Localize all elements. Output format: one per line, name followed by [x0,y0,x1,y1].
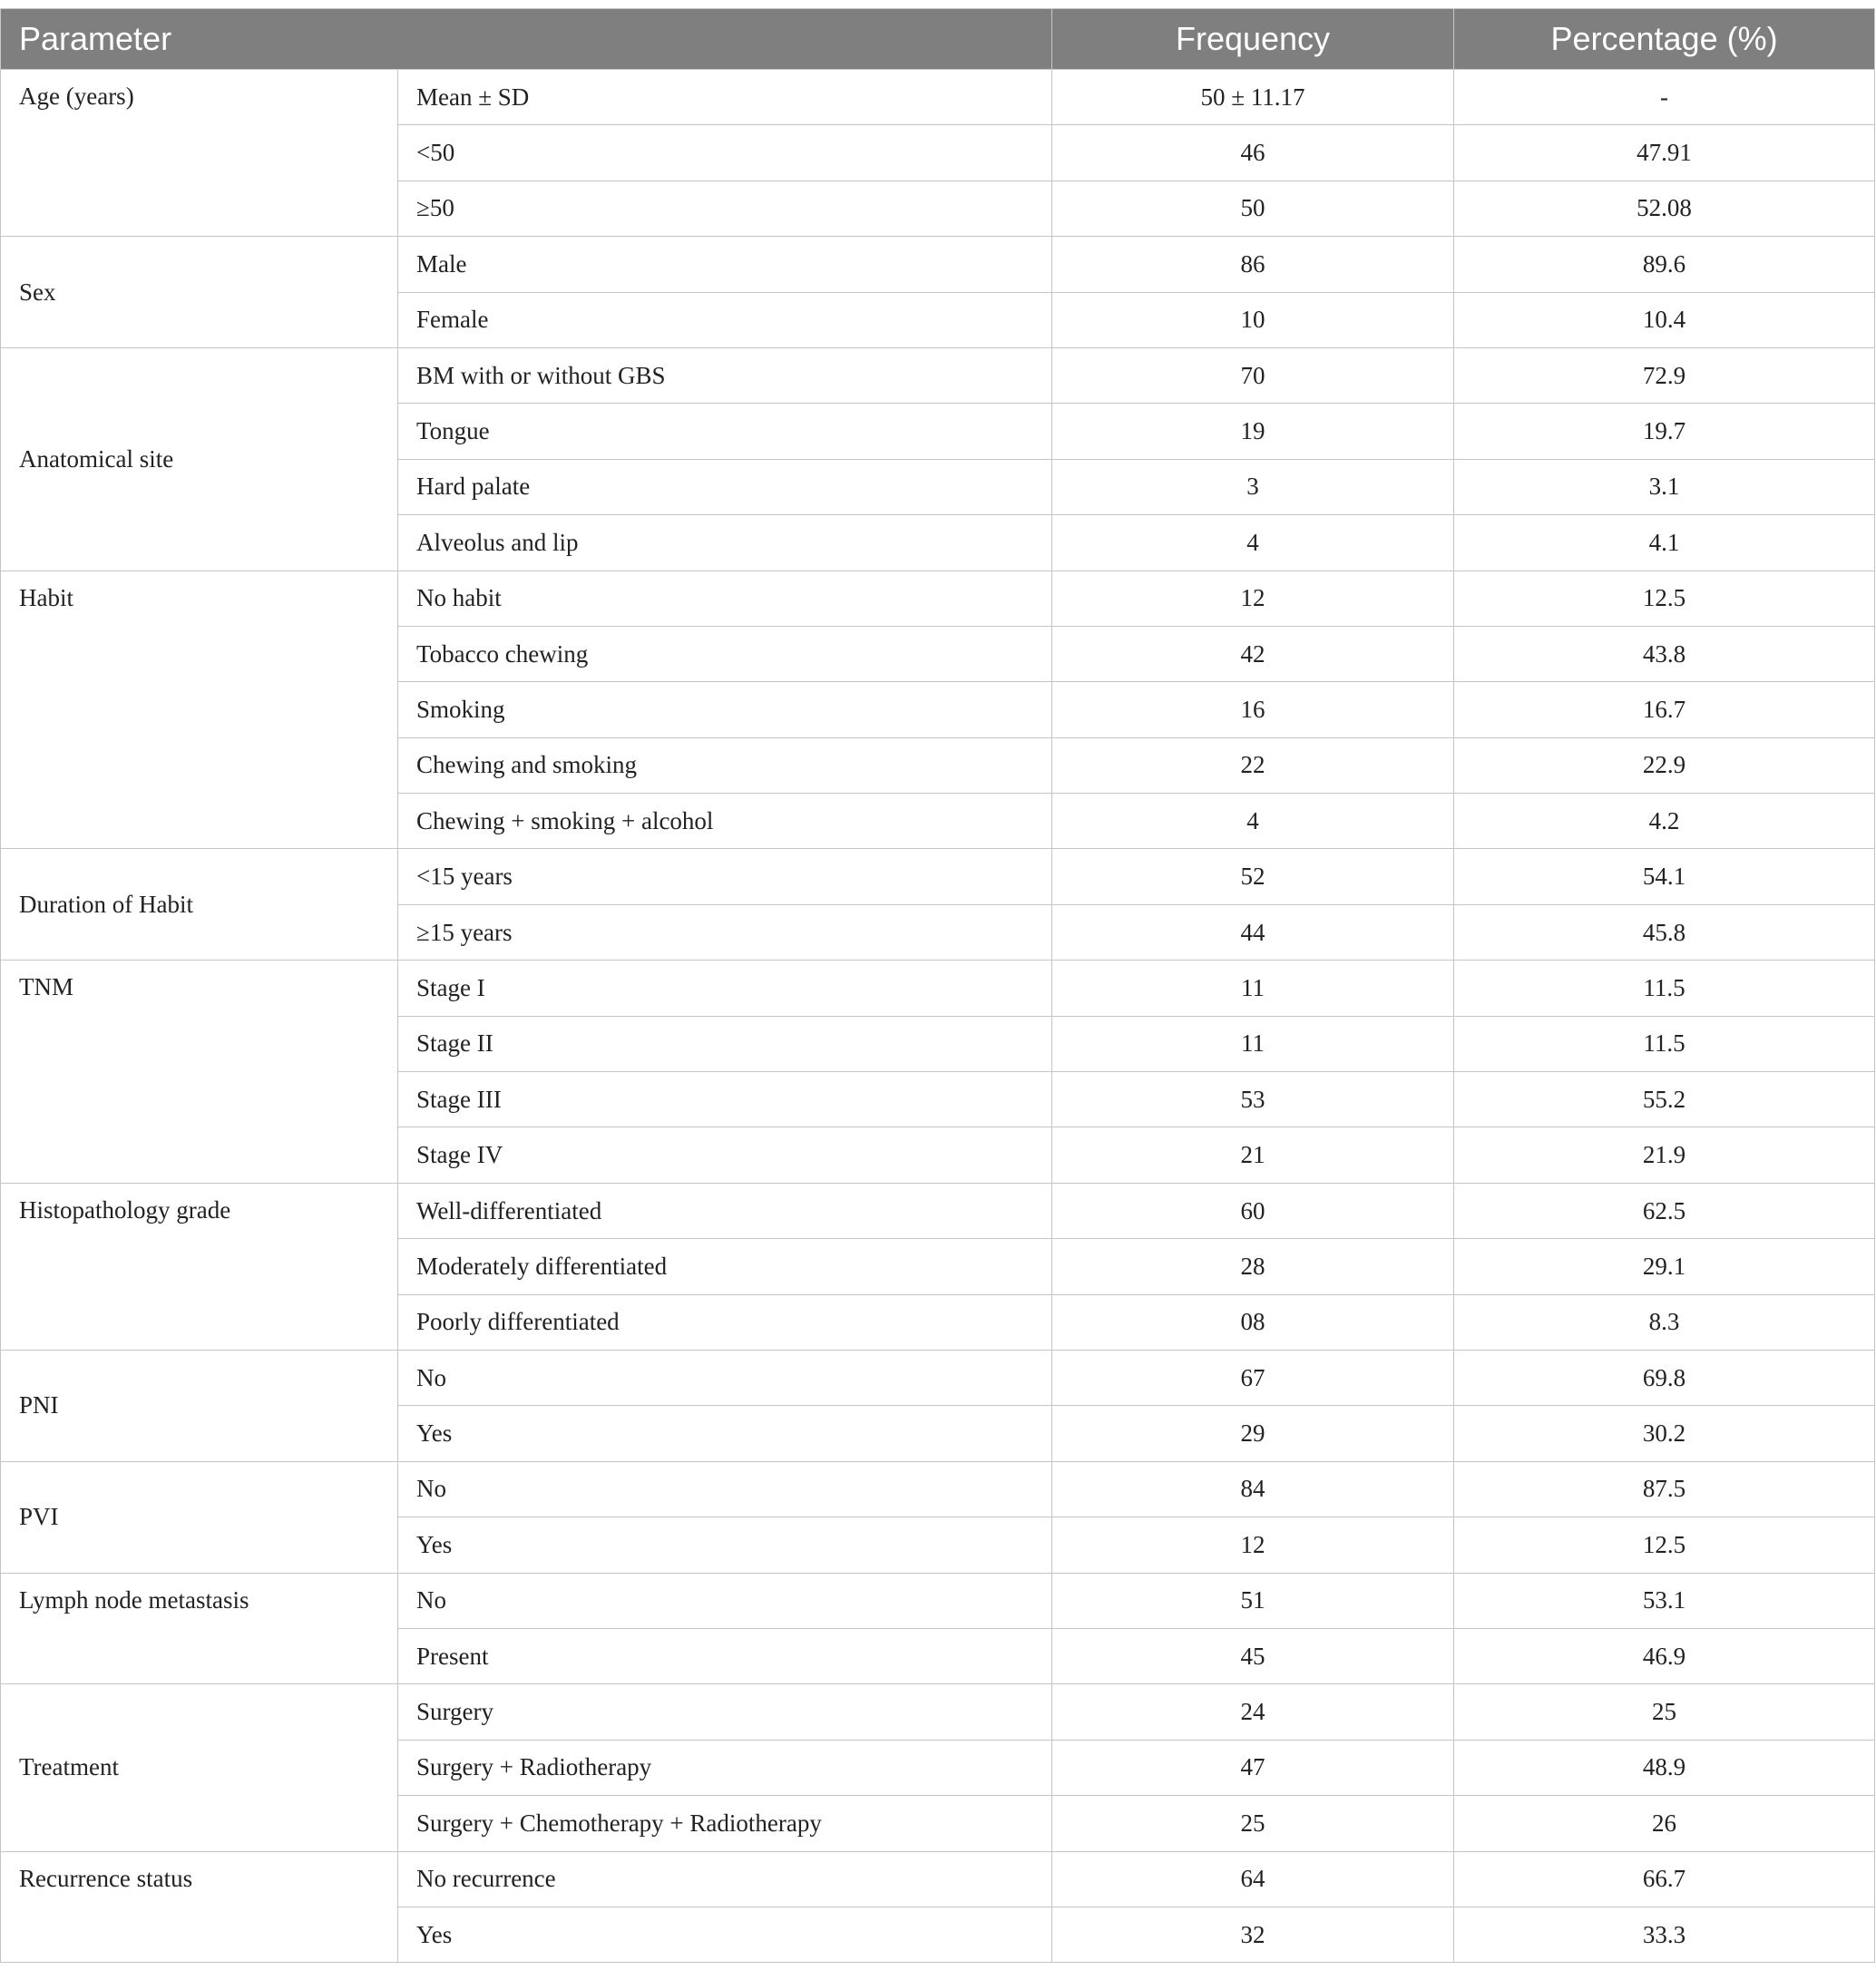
frequency-cell: 67 [1052,1350,1454,1405]
percentage-cell: 12.5 [1454,571,1875,626]
group-label: TNM [1,961,398,1184]
percentage-cell: 62.5 [1454,1183,1875,1238]
subgroup-cell: Surgery [398,1684,1052,1740]
percentage-cell: 11.5 [1454,1016,1875,1071]
table-row [1,347,1875,403]
frequency-cell: 86 [1052,237,1454,292]
percentage-cell: 3.1 [1454,459,1875,514]
subgroup-cell: No [398,1461,1052,1517]
frequency-cell: 3 [1052,459,1454,514]
header-parameter: Parameter [1,9,1052,70]
percentage-cell: 53.1 [1454,1573,1875,1628]
frequency-cell: 50 ± 11.17 [1052,70,1454,125]
percentage-cell: 11.5 [1454,961,1875,1016]
table-row [1,1461,1875,1517]
frequency-cell: 84 [1052,1461,1454,1517]
group-label: Treatment [1,1684,398,1851]
frequency-cell: 10 [1052,292,1454,347]
subgroup-cell: Surgery + Radiotherapy [398,1740,1052,1795]
group-label: Recurrence status [1,1851,398,1963]
header-row [1,9,1875,70]
subgroup-cell: ≥15 years [398,904,1052,960]
frequency-cell: 16 [1052,682,1454,737]
group-label: Histopathology grade [1,1183,398,1350]
percentage-cell: 4.1 [1454,515,1875,571]
subgroup-cell: ≥50 [398,180,1052,236]
percentage-cell: 69.8 [1454,1350,1875,1405]
group-label: Sex [1,237,398,348]
percentage-cell: 19.7 [1454,404,1875,459]
frequency-cell: 25 [1052,1796,1454,1851]
group-label: Lymph node metastasis [1,1573,398,1684]
subgroup-cell: No habit [398,571,1052,626]
subgroup-cell: Present [398,1628,1052,1683]
subgroup-cell: Tobacco chewing [398,626,1052,681]
percentage-cell: 12.5 [1454,1517,1875,1573]
frequency-cell: 64 [1052,1851,1454,1907]
percentage-cell: 21.9 [1454,1127,1875,1183]
subgroup-cell: <50 [398,125,1052,180]
subgroup-cell: Stage II [398,1016,1052,1071]
percentage-cell: 30.2 [1454,1406,1875,1461]
subgroup-cell: Stage I [398,961,1052,1016]
frequency-cell: 47 [1052,1740,1454,1795]
frequency-cell: 08 [1052,1294,1454,1350]
subgroup-cell: Stage III [398,1072,1052,1127]
subgroup-cell: No [398,1573,1052,1628]
percentage-cell: 10.4 [1454,292,1875,347]
percentage-cell: 43.8 [1454,626,1875,681]
percentage-cell: 4.2 [1454,794,1875,849]
group-label: Habit [1,571,398,849]
table-row [1,1684,1875,1740]
frequency-cell: 42 [1052,626,1454,681]
subgroup-cell: Moderately differentiated [398,1239,1052,1294]
group-label: Anatomical site [1,347,398,571]
subgroup-cell: Smoking [398,682,1052,737]
subgroup-cell: BM with or without GBS [398,347,1052,403]
subgroup-cell: Well-differentiated [398,1183,1052,1238]
subgroup-cell: Poorly differentiated [398,1294,1052,1350]
percentage-cell: - [1454,70,1875,125]
percentage-cell: 22.9 [1454,737,1875,793]
subgroup-cell: No [398,1350,1052,1405]
frequency-cell: 50 [1052,180,1454,236]
percentage-cell: 87.5 [1454,1461,1875,1517]
subgroup-cell: Yes [398,1406,1052,1461]
subgroup-cell: Female [398,292,1052,347]
percentage-cell: 29.1 [1454,1239,1875,1294]
frequency-cell: 28 [1052,1239,1454,1294]
group-label: Duration of Habit [1,849,398,961]
percentage-cell: 54.1 [1454,849,1875,904]
percentage-cell: 55.2 [1454,1072,1875,1127]
subgroup-cell: Stage IV [398,1127,1052,1183]
percentage-cell: 48.9 [1454,1740,1875,1795]
table-row [1,70,1875,125]
percentage-cell: 52.08 [1454,180,1875,236]
frequency-cell: 52 [1052,849,1454,904]
percentage-cell: 89.6 [1454,237,1875,292]
table-row [1,961,1875,1016]
subgroup-cell: Yes [398,1517,1052,1573]
frequency-cell: 53 [1052,1072,1454,1127]
percentage-cell: 25 [1454,1684,1875,1740]
frequency-cell: 12 [1052,571,1454,626]
table-body [1,70,1875,1963]
frequency-cell: 11 [1052,1016,1454,1071]
frequency-cell: 19 [1052,404,1454,459]
frequency-cell: 29 [1052,1406,1454,1461]
subgroup-cell: Surgery + Chemotherapy + Radiotherapy [398,1796,1052,1851]
percentage-cell: 47.91 [1454,125,1875,180]
frequency-cell: 70 [1052,347,1454,403]
subgroup-cell: Chewing and smoking [398,737,1052,793]
table-row [1,1183,1875,1238]
frequency-cell: 24 [1052,1684,1454,1740]
header-frequency: Frequency [1052,9,1454,70]
percentage-cell: 46.9 [1454,1628,1875,1683]
subgroup-cell: Male [398,237,1052,292]
frequency-cell: 11 [1052,961,1454,1016]
subgroup-cell: Yes [398,1907,1052,1962]
subgroup-cell: Tongue [398,404,1052,459]
subgroup-cell: <15 years [398,849,1052,904]
group-label: PNI [1,1350,398,1461]
frequency-cell: 4 [1052,515,1454,571]
table-row [1,1350,1875,1405]
percentage-cell: 16.7 [1454,682,1875,737]
group-label: Age (years) [1,70,398,237]
header-percentage: Percentage (%) [1454,9,1875,70]
frequency-cell: 4 [1052,794,1454,849]
frequency-cell: 60 [1052,1183,1454,1238]
percentage-cell: 72.9 [1454,347,1875,403]
percentage-cell: 33.3 [1454,1907,1875,1962]
subgroup-cell: Hard palate [398,459,1052,514]
table-row [1,1851,1875,1907]
subgroup-cell: No recurrence [398,1851,1052,1907]
frequency-cell: 22 [1052,737,1454,793]
subgroup-cell: Chewing + smoking + alcohol [398,794,1052,849]
frequency-cell: 44 [1052,904,1454,960]
table-row [1,849,1875,904]
percentage-cell: 45.8 [1454,904,1875,960]
percentage-cell: 26 [1454,1796,1875,1851]
frequency-cell: 32 [1052,1907,1454,1962]
table-row [1,1573,1875,1628]
frequency-cell: 45 [1052,1628,1454,1683]
frequency-cell: 46 [1052,125,1454,180]
table-row [1,571,1875,626]
percentage-cell: 8.3 [1454,1294,1875,1350]
group-label: PVI [1,1461,398,1573]
data-table [0,8,1875,1963]
subgroup-cell: Alveolus and lip [398,515,1052,571]
frequency-cell: 21 [1052,1127,1454,1183]
frequency-cell: 12 [1052,1517,1454,1573]
table-row [1,237,1875,292]
percentage-cell: 66.7 [1454,1851,1875,1907]
frequency-cell: 51 [1052,1573,1454,1628]
subgroup-cell: Mean ± SD [398,70,1052,125]
